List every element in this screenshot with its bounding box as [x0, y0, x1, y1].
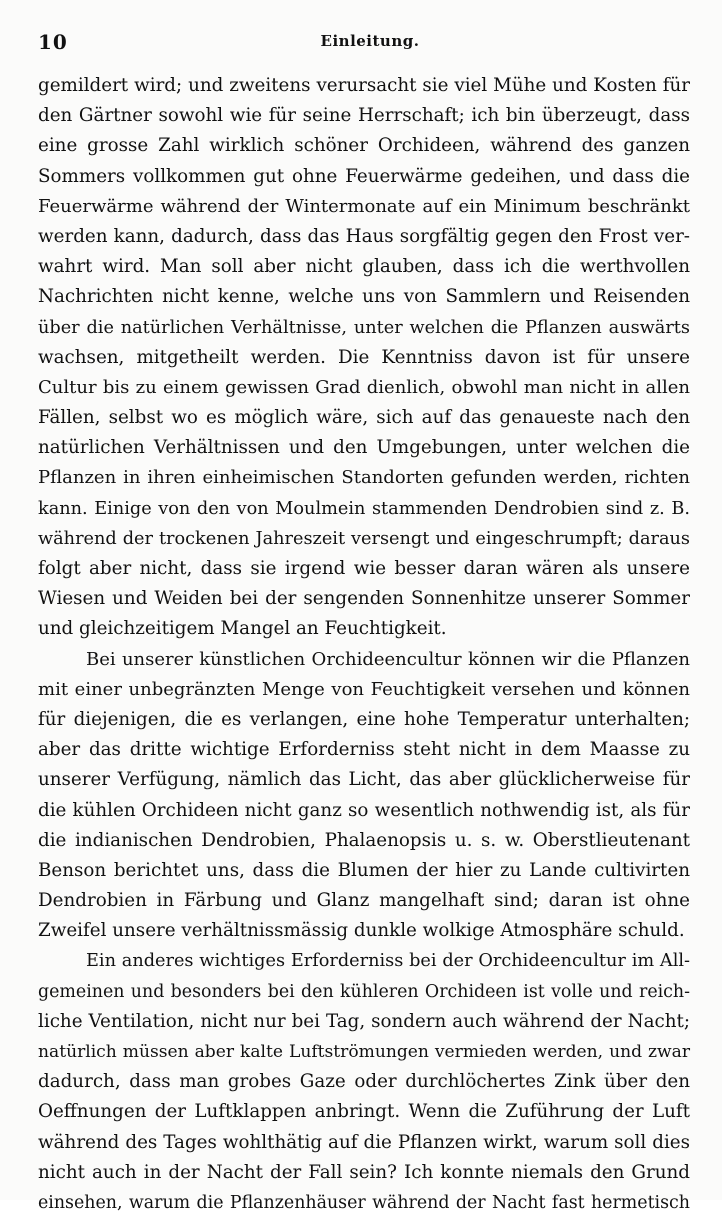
text-line: Dendrobien in Färbung und Glanz mangelhaft sind; daran ist ohne — [38, 890, 690, 912]
text-line: folgt aber nicht, dass sie irgend wie besser daran wären als unsere — [38, 558, 690, 579]
text-line: die kühlen Orchideen nicht ganz so wesentlich nothwendig ist, als für — [38, 799, 690, 821]
text-line: Sommers vollkommen gut ohne Feuerwärme gedeihen, und dass die — [38, 165, 690, 187]
text-line: eine grosse Zahl wirklich schöner Orchideen, während des ganzen — [38, 135, 690, 157]
text-line: wachsen, mitgetheilt werden. Die Kenntniss davon ist für unsere — [38, 346, 690, 368]
text-line: aber das dritte wichtige Erforderniss steht nicht in dem Maasse zu — [38, 739, 690, 761]
text-line: während der trockenen Jahreszeit versengt und eingeschrumpft; daraus — [38, 528, 690, 549]
text-line: gemildert wird; und zweitens verursacht sie viel Mühe und Kosten für — [38, 75, 690, 96]
text-line: Benson berichtet uns, dass die Blumen der hier zu Lande cultivirten — [38, 859, 690, 881]
text-line: Pflanzen in ihren einheimischen Standorten gefunden werden, richten — [38, 467, 690, 489]
text-line: werden kann, dadurch, dass das Haus sorgfältig gegen den Frost ver- — [38, 225, 690, 247]
text-line: Cultur bis zu einem gewissen Grad dienlich, obwohl man nicht in allen — [38, 376, 690, 398]
text-line: die indianischen Dendrobien, Phalaenopsis u. s. w. Oberstlieutenant — [38, 829, 690, 851]
text-line: dadurch, dass man grobes Gaze oder durchlöchertes Zink über den — [38, 1071, 690, 1093]
text-line: über die natürlichen Verhältnisse, unter welchen die Pflanzen auswärts — [38, 317, 690, 338]
text-line: Fällen, selbst wo es möglich wäre, sich auf das genaueste nach den — [38, 407, 690, 429]
text-line: einsehen, warum die Pflanzenhäuser während der Nacht fast hermetisch — [38, 1192, 690, 1213]
running-head: Einleitung. — [320, 32, 420, 50]
text-line: Feuerwärme während der Wintermonate auf ein Minimum beschränkt — [38, 195, 690, 217]
text-line: während des Tages wohlthätig auf die Pflanzen wirkt, warum soll dies — [38, 1131, 690, 1153]
text-line: natürlich müssen aber kalte Luftströmungen vermieden werden, und zwar — [38, 1042, 690, 1062]
page-header — [38, 28, 702, 54]
body-text — [38, 71, 690, 1218]
text-line: Zweifel unsere verhältnissmässig dunkle wolkige Atmosphäre schuld. — [38, 920, 685, 942]
text-line: Bei unserer künstlichen Orchideencultur können wir die Pflanzen — [86, 648, 690, 670]
text-line: nicht auch in der Nacht der Fall sein? Ich konnte niemals den Grund — [38, 1161, 690, 1183]
text-line: für diejenigen, die es verlangen, eine hohe Temperatur unterhalten; — [38, 708, 690, 730]
text-line: kann. Einige von den von Moulmein stammenden Dendrobien sind z. B. — [38, 498, 690, 519]
text-line: wahrt wird. Man soll aber nicht glauben, dass ich die werthvollen — [38, 256, 690, 278]
text-line: liche Ventilation, nicht nur bei Tag, sondern auch während der Nacht; — [38, 1010, 690, 1032]
page-number: 10 — [38, 30, 68, 54]
text-line: unserer Verfügung, nämlich das Licht, das aber glücklicherweise für — [38, 769, 690, 791]
text-line: Wiesen und Weiden bei der sengenden Sonnenhitze unserer Sommer — [38, 588, 690, 610]
text-line: Oeffnungen der Luftklappen anbringt. Wenn die Zuführung der Luft — [38, 1101, 690, 1123]
text-line: Nachrichten nicht kenne, welche uns von Sammlern und Reisenden — [38, 286, 690, 308]
text-line: gemeinen und besonders bei den kühleren Orchideen ist volle und reich- — [38, 981, 690, 1002]
text-line: Ein anderes wichtiges Erforderniss bei der Orchideencultur im All- — [86, 951, 690, 972]
text-line: mit einer unbegränzten Menge von Feuchtigkeit versehen und können — [38, 678, 690, 700]
text-line: und gleichzeitigem Mangel an Feuchtigkeit. — [38, 618, 447, 640]
text-line: natürlichen Verhältnissen und den Umgebungen, unter welchen die — [38, 437, 690, 459]
paragraph — [38, 645, 690, 947]
text-line: den Gärtner sowohl wie für seine Herrschaft; ich bin überzeugt, dass — [38, 105, 690, 127]
paragraph — [38, 946, 690, 1218]
paragraph — [38, 71, 690, 645]
